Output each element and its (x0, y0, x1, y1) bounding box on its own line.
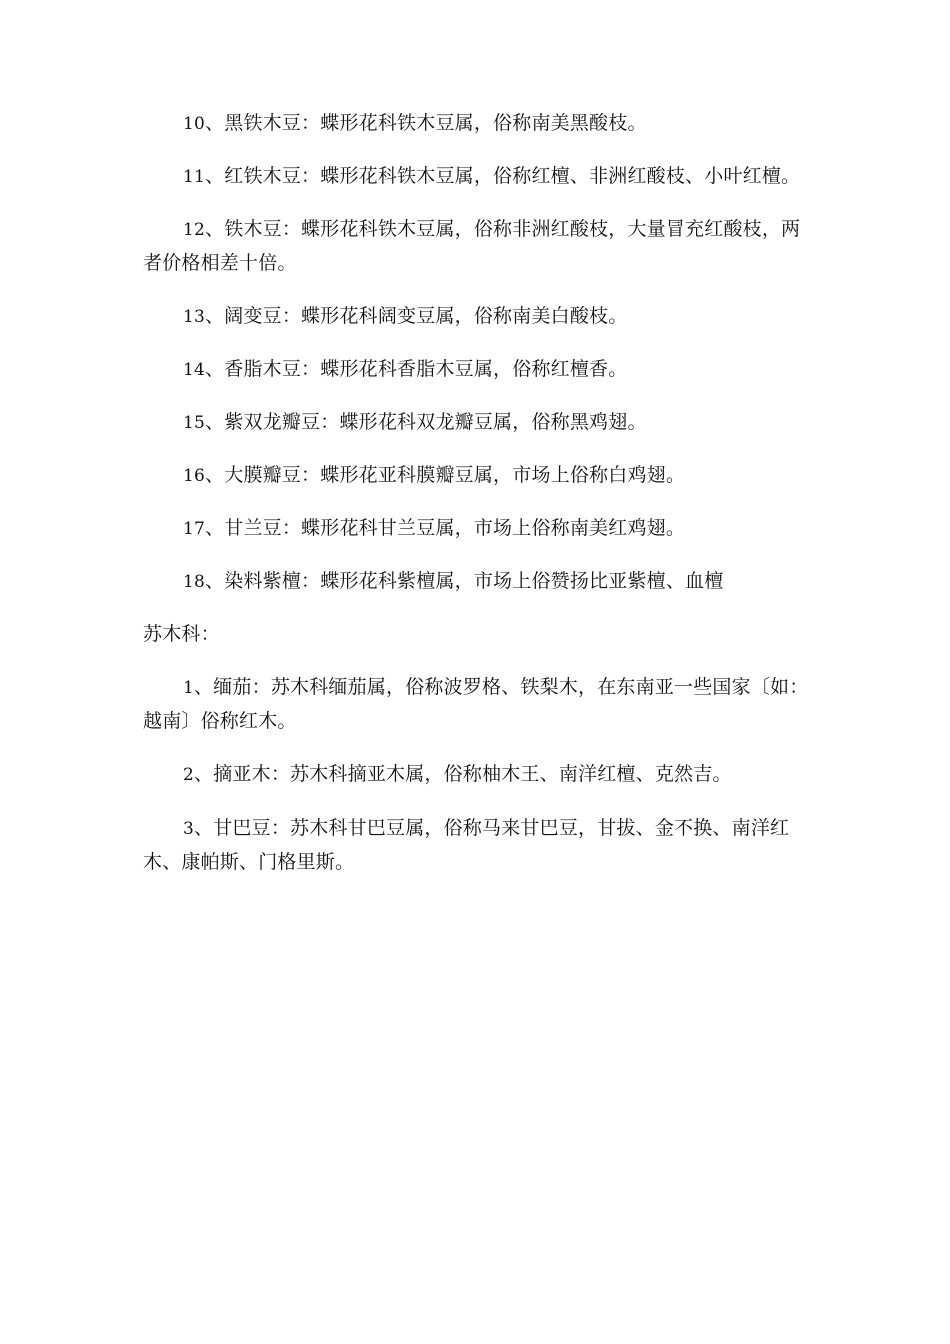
item-number: 10 (183, 114, 206, 134)
section-list-item-3 (143, 812, 815, 879)
item-text: 、紫双龙瓣豆：蝶形花科双龙瓣豆属，俗称黑鸡翅。 (205, 411, 647, 433)
section-list-item-2 (143, 758, 815, 792)
item-number: 14 (183, 360, 206, 380)
section-list-item-1 (143, 671, 815, 738)
item-text: 、黑铁木豆：蝶形花科铁木豆属，俗称南美黑酸枝。 (205, 112, 647, 134)
item-text: 、铁木豆：蝶形花科铁木豆属，俗称非洲红酸枝，大量冒充红酸枝，两者价格相差十倍。 (143, 218, 801, 274)
list-item-14 (143, 353, 815, 387)
document-body (143, 107, 815, 879)
item-text: 、缅茄：苏木科缅茄属，俗称波罗格、铁梨木，在东南亚一些国家〔如：越南〕俗称红木。 (143, 676, 809, 732)
item-text: 、阔变豆：蝶形花科阔变豆属，俗称南美白酸枝。 (205, 305, 628, 327)
item-number: 15 (183, 413, 206, 433)
item-text: 、大膜瓣豆：蝶形花亚科膜瓣豆属，市场上俗称白鸡翅。 (205, 464, 686, 486)
item-number: 16 (183, 466, 206, 486)
item-text: 、红铁木豆：蝶形花科铁木豆属，俗称红檀、非洲红酸枝、小叶红檀。 (205, 165, 801, 187)
item-number: 1 (183, 678, 195, 698)
list-item-12 (143, 213, 815, 280)
list-item-15 (143, 406, 815, 440)
item-number: 3 (183, 819, 195, 839)
item-number: 13 (183, 307, 206, 327)
item-text: 、甘兰豆：蝶形花科甘兰豆属，市场上俗称南美红鸡翅。 (205, 517, 686, 539)
item-text: 、甘巴豆：苏木科甘巴豆属，俗称马来甘巴豆，甘拔、金不换、南洋红木、康帕斯、门格里斯。 (143, 817, 790, 873)
list-item-17 (143, 512, 815, 546)
list-item-11 (143, 160, 815, 194)
item-number: 18 (183, 572, 206, 592)
item-number: 12 (183, 220, 206, 240)
list-item-10 (143, 107, 815, 141)
item-number: 2 (183, 765, 195, 785)
list-item-16 (143, 459, 815, 493)
item-text: 、摘亚木：苏木科摘亚木属，俗称柚木王、南洋红檀、克然吉。 (194, 763, 732, 785)
item-number: 17 (183, 519, 206, 539)
item-text: 、染料紫檀：蝶形花科紫檀属，市场上俗赞扬比亚紫檀、血檀 (205, 570, 724, 592)
list-item-18 (143, 565, 815, 599)
item-number: 11 (183, 167, 206, 187)
list-item-13 (143, 300, 815, 334)
section-heading: 苏木科： (143, 623, 220, 645)
item-text: 、香脂木豆：蝶形花科香脂木豆属，俗称红檀香。 (205, 358, 628, 380)
